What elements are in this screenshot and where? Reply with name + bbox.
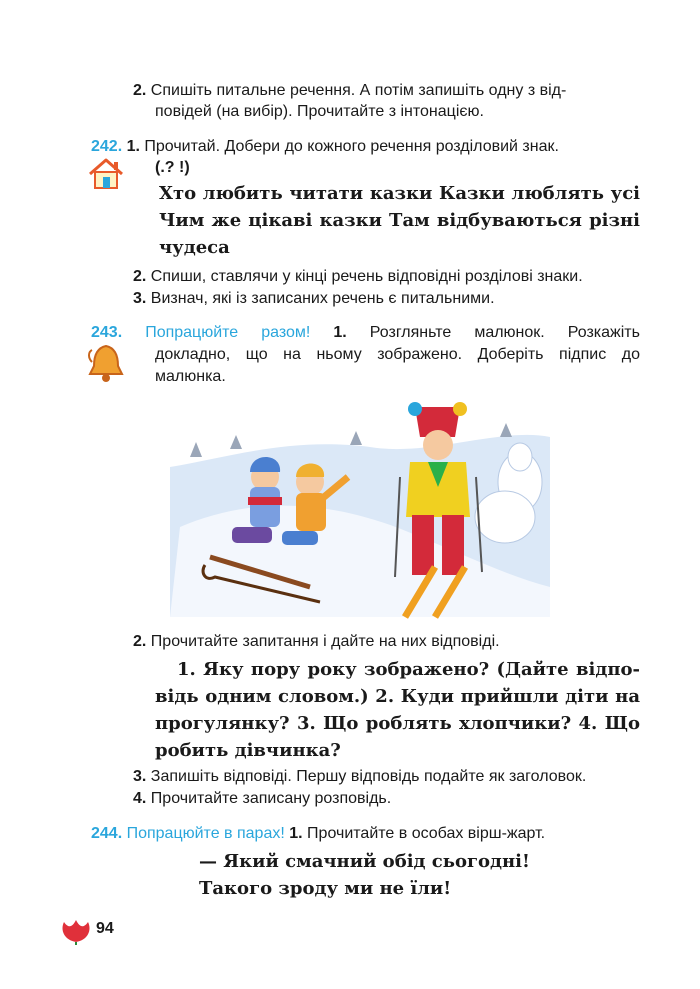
exercise-242-task3-number: 3. bbox=[133, 290, 147, 307]
exercise-243-question-line-2: відь одним словом.) 2. Куди прийшли діти на bbox=[155, 686, 640, 707]
intro-task-text-1: Спишіть питальне речення. А потім запишіть одну з від- bbox=[150, 82, 567, 99]
intro-task-text-2: повідей (на вибір). Прочитайте з інтонацією. bbox=[155, 103, 484, 120]
intro-task-number: 2. bbox=[133, 82, 147, 99]
exercise-243-question-line-3: прогулянку? 3. Що роблять хлопчики? 4. Що bbox=[155, 713, 640, 734]
exercise-243-task4 bbox=[133, 788, 391, 810]
exercise-242-task3 bbox=[133, 288, 495, 310]
flower-icon bbox=[58, 916, 94, 946]
exercise-243-task3-text: Запишіть відповіді. Першу відповідь подайте як заголовок. bbox=[150, 768, 587, 785]
exercise-243-question-line-4: робить дівчинка? bbox=[155, 740, 341, 761]
exercise-243-task4-number: 4. bbox=[133, 790, 147, 807]
exercise-243-task2 bbox=[133, 631, 500, 653]
exercise-244-poem-line-2: Такого зроду ми не їли! bbox=[199, 878, 452, 899]
exercise-243-task2-number: 2. bbox=[133, 633, 147, 650]
exercise-242-punctuation: (.? !) bbox=[155, 159, 190, 176]
exercise-243-number: 243. bbox=[91, 324, 123, 341]
exercise-242-task3-text: Визнач, які із записаних речень є питальними. bbox=[150, 290, 495, 307]
exercise-243-task3 bbox=[133, 766, 586, 788]
exercise-243-task1-text-1: Розгляньте малюнок. Розкажіть bbox=[369, 324, 640, 341]
exercise-243-task3-number: 3. bbox=[133, 768, 147, 785]
exercise-242-task1-number: 1. bbox=[126, 138, 140, 155]
page-number: 94 bbox=[96, 920, 114, 937]
exercise-244-number: 244. bbox=[91, 825, 123, 842]
exercise-244-task1-text: Прочитайте в особах вірш-жарт. bbox=[307, 825, 546, 842]
exercise-242-header bbox=[91, 136, 559, 158]
exercise-243-task1-text-3: малюнка. bbox=[155, 368, 226, 385]
exercise-244-header bbox=[91, 823, 545, 845]
exercise-242-number: 242. bbox=[91, 138, 123, 155]
intro-task-line-1 bbox=[133, 80, 566, 102]
exercise-242-task2 bbox=[133, 266, 583, 288]
exercise-244-title: Попрацюйте в парах! bbox=[126, 825, 285, 842]
exercise-244-poem-line-1: — Який смачний обід сьогодні! bbox=[199, 851, 530, 872]
exercise-243-title: Попрацюйте разом! bbox=[145, 324, 311, 341]
house-icon bbox=[88, 158, 124, 190]
exercise-243-header bbox=[91, 322, 640, 344]
exercise-243-question-line-1: 1. Яку пору року зображено? (Дайте відпо- bbox=[177, 659, 640, 680]
exercise-242-poem-line-1: Хто любить читати казки Казки люблять усі bbox=[159, 183, 640, 204]
exercise-243-task4-text: Прочитайте записану розповідь. bbox=[150, 790, 392, 807]
exercise-244-task1-number: 1. bbox=[289, 825, 303, 842]
exercise-242-poem-line-3: чудеса bbox=[159, 237, 230, 258]
exercise-242-task2-text: Спиши, ставлячи у кінці речень відповідні розділові знаки. bbox=[150, 268, 583, 285]
winter-sledding-skiing-illustration bbox=[170, 387, 550, 627]
exercise-243-task2-text: Прочитайте запитання і дайте на них відповіді. bbox=[150, 633, 500, 650]
exercise-243-task1-number: 1. bbox=[333, 324, 347, 341]
exercise-242-poem-line-2: Чим же цікаві казки Там відбуваються різні bbox=[159, 210, 640, 231]
exercise-243-task1-text-2: докладно, що на ньому зображено. Доберіть підпис до bbox=[155, 346, 640, 363]
exercise-242-task1-text: Прочитай. Добери до кожного речення розділовий знак. bbox=[144, 138, 559, 155]
exercise-242-task2-number: 2. bbox=[133, 268, 147, 285]
bell-icon bbox=[86, 342, 128, 386]
